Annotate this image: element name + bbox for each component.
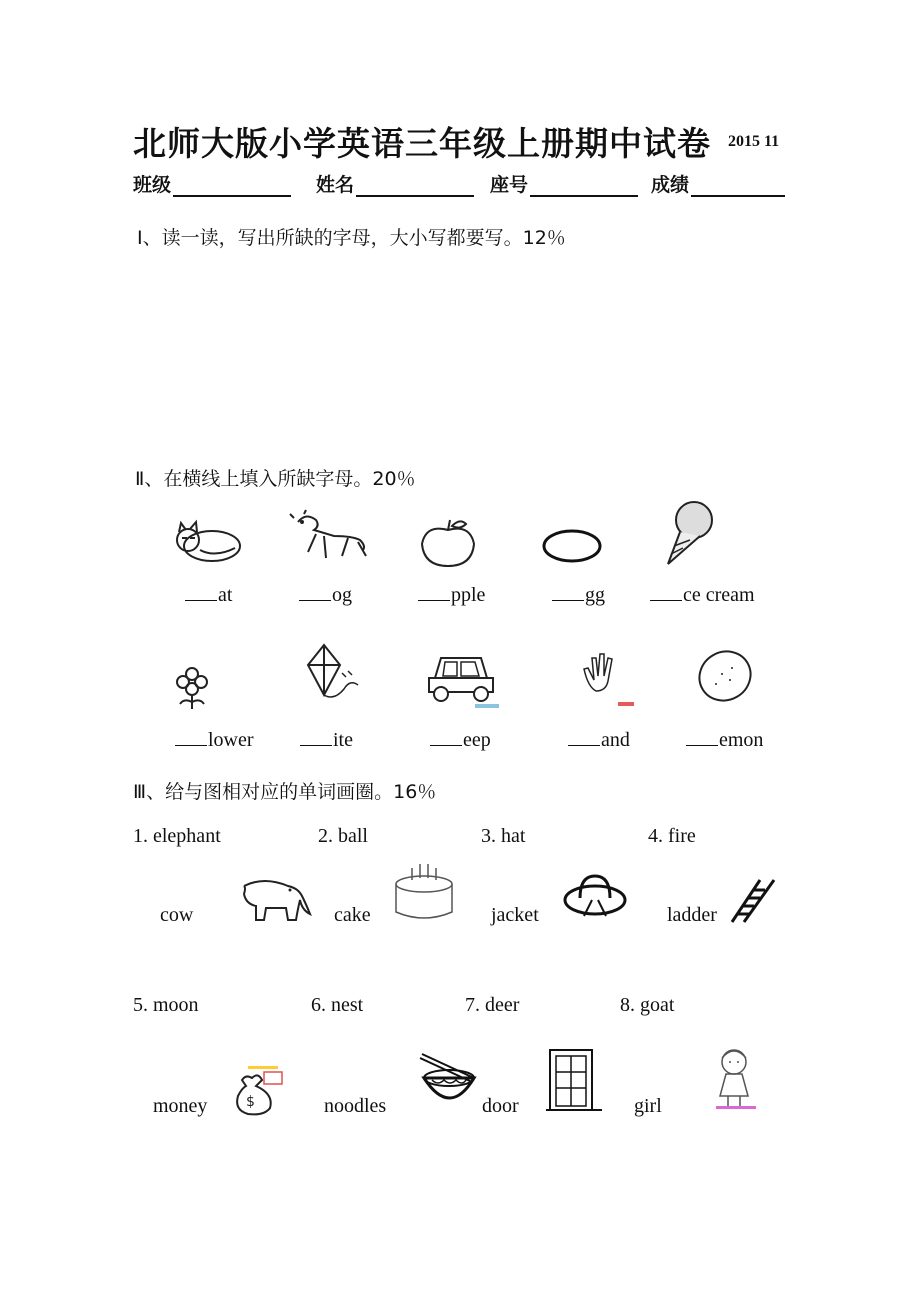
word-noodles[interactable]: noodles: [324, 1095, 387, 1117]
word-and: and: [568, 729, 630, 752]
section3-heading: Ⅲ、给与图相对应的单词画圈。16％: [133, 781, 437, 803]
word-money[interactable]: money: [153, 1095, 208, 1117]
blank-emon[interactable]: [686, 729, 718, 746]
word-pple: pple: [418, 584, 485, 607]
apple-icon: [420, 518, 480, 568]
blank-at[interactable]: [185, 584, 217, 601]
word-jacket[interactable]: jacket: [491, 904, 539, 926]
blank-og[interactable]: [299, 584, 331, 601]
word-gg: gg: [552, 584, 605, 607]
score-label: 成绩: [651, 174, 690, 196]
section1-heading: Ⅰ、读一读，写出所缺的字母，大小写都要写。12％: [137, 227, 566, 249]
ice-cream-icon: [660, 500, 720, 566]
word-door[interactable]: door: [482, 1095, 519, 1117]
name-field[interactable]: [316, 170, 474, 197]
class-field[interactable]: [133, 170, 291, 197]
item-6: 6. nest: [311, 994, 364, 1016]
item-8: 8. goat: [620, 994, 675, 1016]
blank-lower[interactable]: [175, 729, 207, 746]
item-2: 2. ball: [318, 825, 368, 847]
svg-text:$: $: [246, 1094, 255, 1110]
money-bag-icon: [232, 1066, 288, 1116]
ladder-icon: [730, 878, 778, 924]
word-ce-cream: ce cream: [650, 584, 755, 607]
lemon-icon: [696, 646, 754, 706]
egg-icon: [542, 528, 604, 564]
word-lower: lower: [175, 729, 254, 752]
class-label: 班级: [133, 174, 172, 196]
word-girl[interactable]: girl: [634, 1095, 662, 1117]
item-3: 3. hat: [481, 825, 526, 847]
word-eep: eep: [430, 729, 491, 752]
item-5: 5. moon: [133, 994, 199, 1016]
cake-icon: [392, 862, 456, 922]
name-label: 姓名: [316, 174, 355, 196]
blank-and[interactable]: [568, 729, 600, 746]
cat-icon: [170, 520, 245, 565]
name-line[interactable]: [356, 173, 474, 197]
noodles-icon: [418, 1054, 480, 1108]
word-emon: emon: [686, 729, 763, 752]
blank-gg[interactable]: [552, 584, 584, 601]
blank-eep[interactable]: [430, 729, 462, 746]
item-1: 1. elephant: [133, 825, 221, 847]
item-7: 7. deer: [465, 994, 520, 1016]
word-ite: ite: [300, 729, 353, 752]
class-line[interactable]: [173, 173, 291, 197]
score-line[interactable]: [691, 173, 785, 197]
word-cow[interactable]: cow: [160, 904, 194, 926]
word-ladder[interactable]: ladder: [667, 904, 717, 926]
blank-pple[interactable]: [418, 584, 450, 601]
door-icon: [546, 1048, 604, 1114]
elephant-icon: [230, 876, 310, 922]
hat-icon: [562, 872, 628, 920]
word-at: at: [185, 584, 232, 607]
jeep-icon: [425, 648, 497, 708]
page-title: 北师大版小学英语三年级上册期中试卷: [133, 124, 711, 163]
section2-heading: Ⅱ、在横线上填入所缺字母。20％: [135, 468, 416, 490]
hand-icon: [580, 650, 636, 708]
blank-ce-cream[interactable]: [650, 584, 682, 601]
score-field[interactable]: [651, 170, 785, 197]
seat-field[interactable]: [490, 170, 638, 197]
exam-date: 2015 11: [728, 133, 780, 150]
kite-icon: [304, 643, 362, 705]
word-cake[interactable]: cake: [334, 904, 371, 926]
seat-line[interactable]: [530, 173, 638, 197]
word-og: og: [299, 584, 352, 607]
item-4: 4. fire: [648, 825, 696, 847]
flower-icon: [172, 662, 212, 710]
girl-icon: [710, 1044, 762, 1110]
seat-label: 座号: [490, 174, 529, 196]
blank-ite[interactable]: [300, 729, 332, 746]
dog-icon: [288, 510, 370, 568]
